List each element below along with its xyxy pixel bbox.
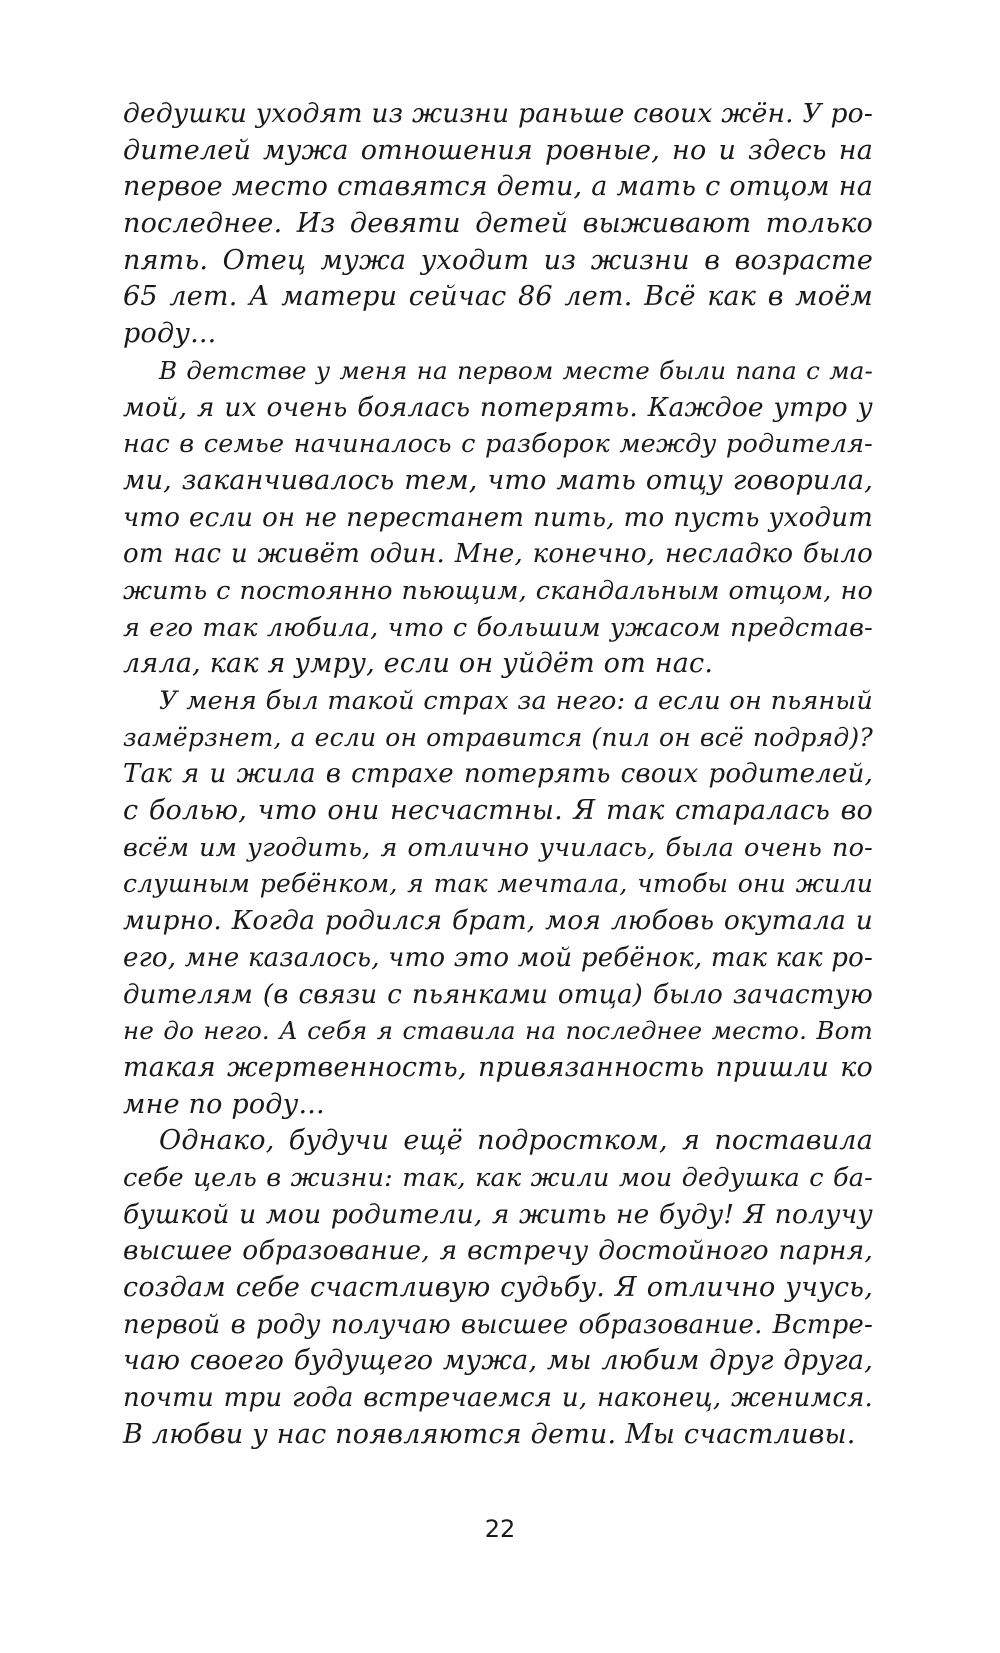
text-line: мирно. Когда родился брат, моя любовь окутала и [123,905,873,937]
paragraph [123,683,873,1123]
text-line: замёрзнет, а если он отравится (пил он всё подряд)? [123,722,873,752]
text-line: почти три года встречаемся и, наконец, женимся. [123,1383,873,1414]
paragraph [123,1123,873,1453]
text-line: дедушки уходят из жизни раньше своих жён. У ро- [123,98,873,129]
text-line: роду... [123,318,217,350]
text-line: ляла, как я умру, если он уйдёт от нас. [123,648,714,680]
text-line: В детстве у меня на первом месте были папа с ма- [159,355,873,385]
text-line: его, мне казалось, что это мой ребёнок, так как ро- [123,942,873,973]
text-line: 65 лет. А матери сейчас 86 лет. Всё как в моём [123,281,873,313]
text-line: У меня был такой страх за него: а если он пьяный [159,686,873,716]
text-line: В любви у нас появляются дети. Мы счастливы. [123,1418,856,1450]
text-line: ми, заканчивалось тем, что мать отцу говорила, [123,464,873,496]
page-number: 22 [484,1515,516,1543]
text-line: нас в семье начиналось с разборок между родителя- [123,429,873,460]
text-line: последнее. Из девяти детей выживают только [123,208,873,240]
text-line: такая жертвенность, привязанность пришли ко [123,1051,873,1083]
text-line: создам себе счастливую судьбу. Я отлично учусь, [123,1272,873,1303]
text-line: чаю своего будущего мужа, мы любим друг друга, [123,1345,873,1377]
text-line: слушным ребёнком, я так мечтала, чтобы они жили [123,869,873,899]
text-line: мне по роду... [123,1088,325,1120]
text-line: пять. Отец мужа уходит из жизни в возрасте [123,244,873,276]
text-line: бушкой и мои родители, я жить не буду! Я получу [123,1198,873,1230]
text-line: жить с постоянно пьющим, скандальным отцом, но [123,575,873,606]
text-line: не до него. А себя я ставила на последнее место. Вот [123,1016,873,1046]
text-line: первое место ставятся дети, а мать с отцом на [123,171,873,203]
text-line: Так я и жила в страхе потерять своих родителей, [123,759,873,790]
paragraph [123,353,873,683]
text-line: с болью, что они несчастны. Я так старалась во [123,795,873,827]
text-line: мой, я их очень боялась потерять. Каждое утро у [123,391,873,423]
text-line: что если он не перестанет пить, то пусть уходит [123,502,873,533]
text-line: от нас и живёт один. Мне, конечно, несладко было [123,539,873,570]
text-line: себе цель в жизни: так, как жили мои дедушка с ба- [123,1162,873,1193]
paragraph [123,96,873,353]
body-text [123,96,873,1453]
text-line: высшее образование, я встречу достойного парня, [123,1235,873,1267]
text-line: Однако, будучи ещё подростком, я поставила [159,1125,873,1157]
text-line: дителей мужа отношения ровные, но и здесь на [123,134,873,166]
text-line: всём им угодить, я отлично училась, была очень по- [123,832,873,863]
text-line: я его так любила, что с большим ужасом представ- [123,612,873,643]
text-line: дителям (в связи с пьянками отца) было зачастую [123,979,873,1010]
text-line: первой в роду получаю высшее образование. Встре- [123,1309,873,1340]
